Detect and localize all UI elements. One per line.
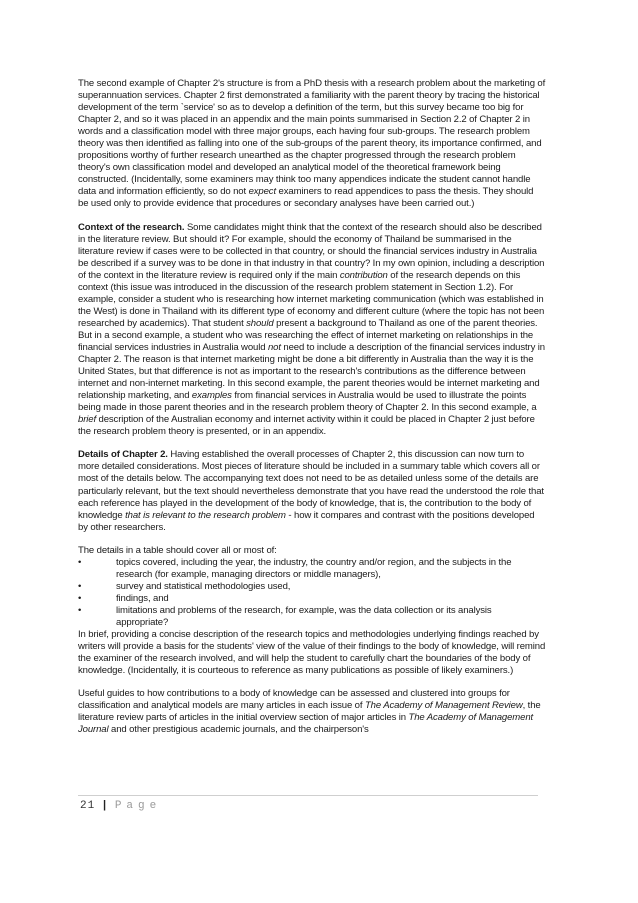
list-item-text: topics covered, including the year, the industry, the country and/or region, and the subjects in the research (for example, managing directors or middle managers), [116, 556, 512, 580]
emphasis: that is relevant to the research problem [125, 509, 286, 521]
bullet-icon: • [78, 580, 82, 592]
emphasis: not [267, 341, 281, 353]
bullet-icon: • [78, 592, 82, 604]
text-span: - how it compares and contrast with the positions developed by other researchers. [78, 509, 535, 533]
journal-title: The Academy of Management Journal [78, 712, 534, 736]
emphasis: contribution [339, 269, 388, 281]
journal-title: The Academy of Management Review [364, 700, 523, 712]
text-span: Having established the overall processes of Chapter 2, this discussion can now turn to more detailed considerations. Most pieces of literature should be included in a summary table which covers all or most of the details below. The accompanying text does not need to be as detailed unless some of the details are particularly relevant, but the text should nevertheless demonstrate that you have read the understood the role that each reference has played in the development of the body of knowledge, that is, the contribution to the body of knowledge [78, 449, 544, 521]
list-item [78, 605, 546, 629]
list-item [78, 593, 546, 605]
bullet-icon: • [78, 604, 82, 616]
emphasis: should [246, 317, 274, 329]
text-span: Some candidates might think that the context of the research should also be described in the literature review. But should it? For example, should the economy of Thailand be summarised in the literature review if cases were to be collected in that country, or should the financial services industry in Australia be described if a survey was to be done in that industry in that country? In my own opinion, including a description of the context in the literature review is required only if the main [78, 221, 545, 281]
emphasis: expect [248, 186, 276, 198]
list-item-text: survey and statistical methodologies used, [116, 580, 291, 592]
paragraph-details [78, 449, 546, 533]
footer-rule [78, 795, 538, 796]
body-text [78, 78, 546, 747]
emphasis: examples [191, 390, 232, 402]
text-span: examiners to read appendices to pass the thesis. They should be used only to provide evidence that procedures or secondary analyses have been carried out.) [78, 186, 534, 210]
text-span: and other prestigious academic journals, and the chairperson's [108, 724, 369, 736]
paragraph-phd-example [78, 78, 546, 211]
footer-separator: | [101, 800, 109, 812]
page-footer [80, 800, 161, 812]
details-list [78, 557, 546, 629]
text-span: from financial services in Australia would be used to illustrate the points being made in those parent theories and in the research problem theory of Chapter 2. In this second example, a [78, 390, 537, 414]
paragraph-in-brief: In brief, providing a concise description of the research topics and methodologies underlying findings reached by writers will provide a basis for the students' view of the value of their findings to the body of knowledge, will remind the examiner of the research involved, and will help the student to carefully chart the boundaries of the body of knowledge. (Incidentally, it is courteous to reference as many publications as possible of likely examiners.) [78, 629, 546, 677]
emphasis: brief [78, 414, 96, 426]
text-span: Useful guides to how contributions to a body of knowledge can be assessed and clustered into groups for classification and analytical models are many articles in each issue of [78, 688, 510, 712]
section-heading-context: Context of the research. [78, 221, 185, 233]
text-span: need to include a description of the financial services industry in Chapter 2. The reason is that internet marketing might be done a bit differently in Australia than the way it is the United States, but that difference is not as important to the research's contributions as the difference between internet and non-internet marketing. In this second example, the parent theories would be internet marketing and relationship marketing, and [78, 341, 545, 402]
list-item-text: limitations and problems of the research, for example, was the data collection or its analysis appropriate? [116, 604, 492, 628]
list-item [78, 581, 546, 593]
list-item [78, 557, 546, 581]
paragraph-context [78, 222, 546, 439]
text-span: of the research depends on this context (this issue was introduced in the discussion of the research problem statement in Section 1.2). For example, consider a student who is researching how internet marketing communication (which was established in the West) is done in Thailand with its different type of economy and different culture (where the topic has not been researched by academics). That student [78, 269, 545, 329]
page-number: 21 [80, 800, 96, 812]
text-span: , the literature review parts of articles in the initial overview section of major articles in [78, 700, 541, 724]
section-heading-details: Details of Chapter 2. [78, 449, 168, 461]
page-label: Page [114, 800, 162, 812]
list-item-text: findings, and [116, 592, 169, 604]
text-span: description of the Australian economy and internet activity within it could be placed in Chapter 2 just before the research problem theory is presented, or in an appendix. [78, 414, 535, 438]
list-intro: The details in a table should cover all or most of: [78, 544, 277, 556]
bullet-icon: • [78, 556, 82, 568]
text-span: The second example of Chapter 2's structure is from a PhD thesis with a research problem about the marketing of superannuation services. Chapter 2 first demonstrated a familiarity with the parent theory by tracing the historical development of the term `service' so as to develop a definition of the term, but this survey became too big for Chapter 2, and so it was placed in an appendix and the main points summarised in Section 2.2 of Chapter 2 in words and a classification model with three major groups, each having four sub-groups. The research problem theory was then identified as falling into one of the sub-groups of the parent theory, its importance confirmed, and propositions worthy of further research unearthed as the chapter progressed through the research problem theory's own classification model and developed an analytical model of the theoretical framework being constructed. (Incidentally, some examiners may think too many appendices indicate the student cannot handle data and information efficiently, so do not [78, 78, 546, 198]
text-span: present a background to Thailand as one of the parent theories. But in a second example, a student who was researching the effect of internet marketing on relationships in the financial services industries in Australia would [78, 317, 538, 353]
paragraph-useful-guides [78, 688, 546, 736]
